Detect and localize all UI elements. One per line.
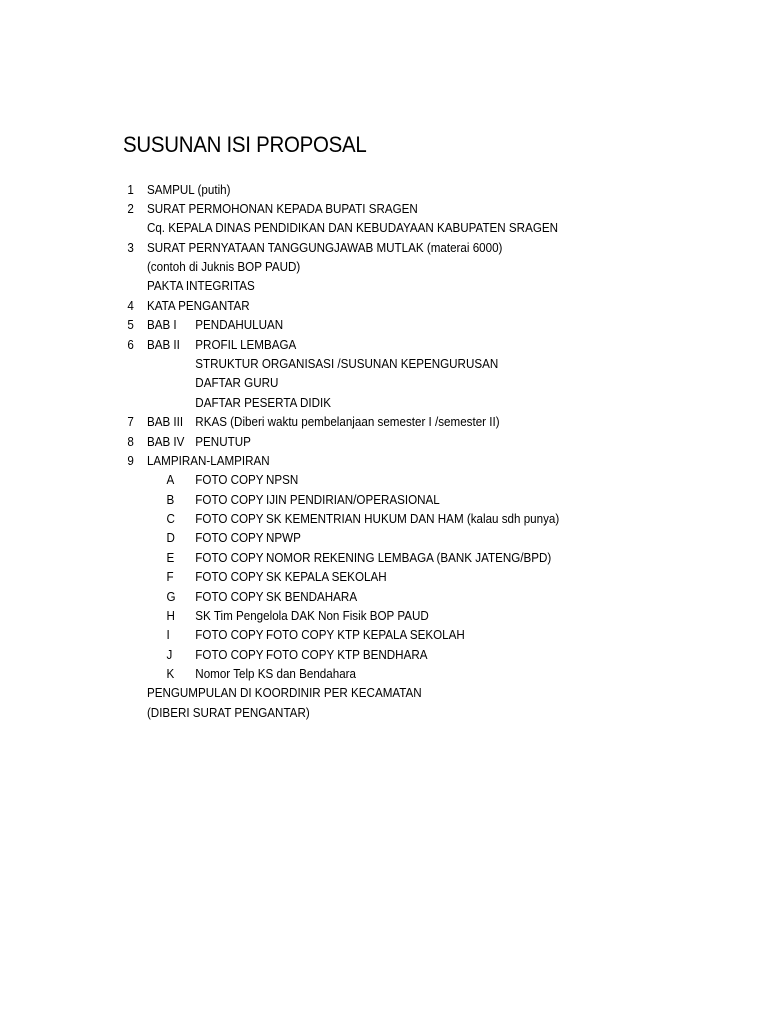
item-number: 6 bbox=[127, 338, 134, 352]
attachment-document: SK KEMENTRIAN HUKUM DAN HAM (kalau sdh punya) bbox=[265, 512, 560, 526]
list-item-6 bbox=[0, 336, 714, 355]
attachment-item-k bbox=[0, 665, 714, 684]
attachment-item-d bbox=[0, 529, 714, 548]
item-text: SURAT PERNYATAAN TANGGUNGJAWAB MUTLAK (materai 6000) bbox=[146, 241, 503, 255]
attachment-letter: E bbox=[166, 551, 175, 565]
item-number: 3 bbox=[127, 241, 134, 255]
sub-item bbox=[0, 394, 714, 413]
item-text: PENDAHULUAN bbox=[195, 318, 284, 332]
attachment-letter: K bbox=[166, 667, 175, 681]
attachment-document: IJIN PENDIRIAN/OPERASIONAL bbox=[265, 493, 440, 507]
attachment-type: FOTO COPY bbox=[195, 628, 264, 642]
chapter-label: BAB I bbox=[146, 318, 177, 332]
chapter-label: BAB IV bbox=[146, 435, 185, 449]
attachment-item-h bbox=[0, 607, 714, 626]
item-number: 4 bbox=[127, 299, 134, 313]
attachment-item-e bbox=[0, 549, 714, 568]
attachment-item-c bbox=[0, 510, 714, 529]
attachment-letter: G bbox=[166, 590, 176, 604]
attachment-type: FOTO COPY bbox=[195, 570, 264, 584]
item-text: DAFTAR PESERTA DIDIK bbox=[195, 396, 331, 410]
note-text: (DIBERI SURAT PENGANTAR) bbox=[146, 706, 310, 720]
item-text: Cq. KEPALA DINAS PENDIDIKAN DAN KEBUDAYAAN KABUPATEN SRAGEN bbox=[146, 221, 559, 235]
attachment-item-i bbox=[0, 626, 714, 645]
attachment-type: FOTO COPY bbox=[195, 648, 264, 662]
list-item-3 bbox=[0, 239, 714, 258]
attachment-document: NPSN bbox=[265, 473, 299, 487]
attachment-item-g bbox=[0, 588, 714, 607]
item-text: KATA PENGANTAR bbox=[146, 299, 250, 313]
chapter-label: BAB II bbox=[146, 338, 180, 352]
item-text: PENUTUP bbox=[195, 435, 251, 449]
list-item-continuation bbox=[0, 277, 714, 296]
list-item-4 bbox=[0, 297, 714, 316]
item-text: PROFIL LEMBAGA bbox=[195, 338, 297, 352]
item-text: RKAS (Diberi waktu pembelanjaan semester I /semester II) bbox=[195, 415, 500, 429]
list-item-1 bbox=[0, 181, 714, 200]
attachment-type: FOTO COPY bbox=[195, 551, 264, 565]
attachment-document: FOTO COPY KTP KEPALA SEKOLAH bbox=[265, 628, 465, 642]
attachment-letter: C bbox=[166, 512, 175, 526]
attachment-item-j bbox=[0, 646, 714, 665]
item-number: 8 bbox=[127, 435, 134, 449]
sub-item bbox=[0, 355, 714, 374]
attachment-document: SK KEPALA SEKOLAH bbox=[265, 570, 387, 584]
attachment-document: NOMOR REKENING LEMBAGA (BANK JATENG/BPD) bbox=[265, 551, 552, 565]
item-text: STRUKTUR ORGANISASI /SUSUNAN KEPENGURUSAN bbox=[195, 357, 499, 371]
list-item-8 bbox=[0, 433, 714, 452]
attachment-document: SK Tim Pengelola DAK Non Fisik BOP PAUD bbox=[195, 609, 429, 623]
attachment-letter: H bbox=[166, 609, 175, 623]
item-text: SAMPUL (putih) bbox=[146, 183, 231, 197]
item-text: PAKTA INTEGRITAS bbox=[146, 279, 255, 293]
list-item-continuation bbox=[0, 219, 714, 238]
item-text: SURAT PERMOHONAN KEPADA BUPATI SRAGEN bbox=[146, 202, 418, 216]
item-number: 9 bbox=[127, 454, 134, 468]
attachment-document: Nomor Telp KS dan Bendahara bbox=[195, 667, 357, 681]
note-line bbox=[0, 684, 714, 703]
sub-item bbox=[0, 374, 714, 393]
item-number: 1 bbox=[127, 183, 134, 197]
list-item-7 bbox=[0, 413, 714, 432]
attachment-type: FOTO COPY bbox=[195, 531, 264, 545]
attachment-type: FOTO COPY bbox=[195, 590, 264, 604]
list-item-5 bbox=[0, 316, 714, 335]
attachment-type: FOTO COPY bbox=[195, 493, 264, 507]
note-line bbox=[0, 704, 714, 723]
page-title: SUSUNAN ISI PROPOSAL bbox=[123, 132, 367, 157]
attachment-letter: J bbox=[166, 648, 173, 662]
list-item-9 bbox=[0, 452, 714, 471]
attachment-letter: B bbox=[166, 493, 175, 507]
attachment-letter: F bbox=[166, 570, 174, 584]
chapter-label: BAB III bbox=[146, 415, 184, 429]
note-text: PENGUMPULAN DI KOORDINIR PER KECAMATAN bbox=[146, 686, 422, 700]
attachment-item-a bbox=[0, 471, 714, 490]
list-item-continuation bbox=[0, 258, 714, 277]
attachment-item-f bbox=[0, 568, 714, 587]
item-number: 7 bbox=[127, 415, 134, 429]
attachment-document: FOTO COPY KTP BENDHARA bbox=[265, 648, 428, 662]
attachment-type: FOTO COPY bbox=[195, 473, 264, 487]
item-text: (contoh di Juknis BOP PAUD) bbox=[146, 260, 301, 274]
item-text: LAMPIRAN-LAMPIRAN bbox=[146, 454, 270, 468]
attachment-letter: D bbox=[166, 531, 175, 545]
attachment-letter: A bbox=[166, 473, 175, 487]
attachment-item-b bbox=[0, 491, 714, 510]
attachment-document: SK BENDAHARA bbox=[265, 590, 358, 604]
item-number: 2 bbox=[127, 202, 134, 216]
attachment-letter: I bbox=[166, 628, 170, 642]
item-text: DAFTAR GURU bbox=[195, 376, 279, 390]
attachment-document: NPWP bbox=[265, 531, 301, 545]
attachment-type: FOTO COPY bbox=[195, 512, 264, 526]
item-number: 5 bbox=[127, 318, 134, 332]
list-item-2 bbox=[0, 200, 714, 219]
